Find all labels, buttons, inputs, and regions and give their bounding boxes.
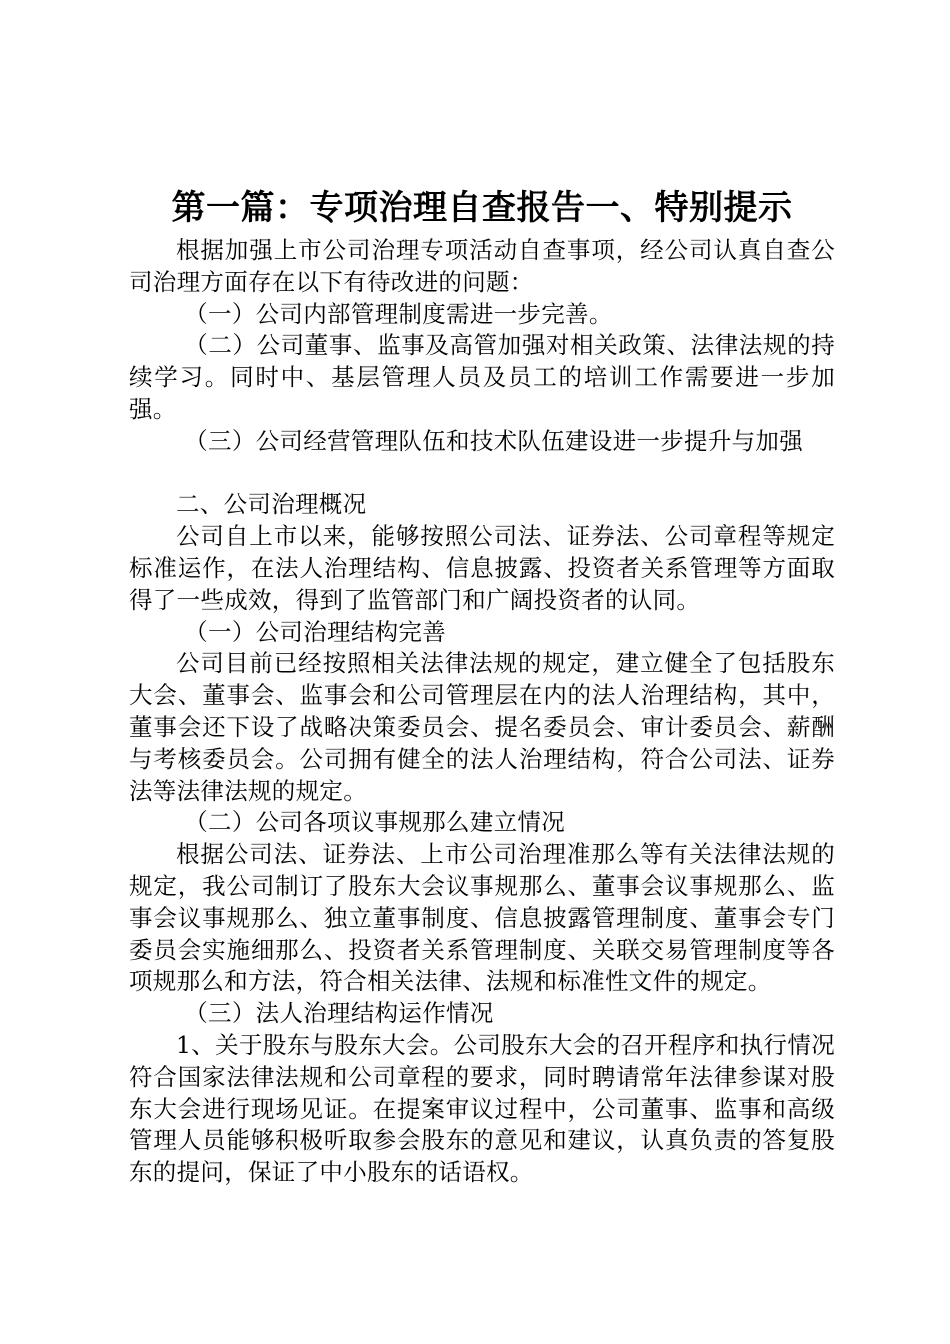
subheading-rules: （二）公司各项议事规那么建立情况 xyxy=(184,808,566,837)
paragraph-item-2: （二）公司董事、监事及高管加强对相关政策、法律法规的持续学习。同时中、基层管理人员及员工的培训工作需要进一步加强。 xyxy=(129,331,835,423)
paragraph-shareholders: 1、关于股东与股东大会。公司股东大会的召开程序和执行情况符合国家法律法规和公司章程的要求，同时聘请常年法律参谋对股东大会进行现场见证。在提案审议过程中，公司董事、监事和高级管理人员能够积极听取参会股东的意见和建议，认真负责的答复股东的提问，保证了中小股东的话语权。 xyxy=(129,1030,835,1187)
subheading-structure: （一）公司治理结构完善 xyxy=(184,617,447,646)
paragraph-overview: 公司自上市以来，能够按照公司法、证券法、公司章程等规定标准运作，在法人治理结构、信息披露、投资者关系管理等方面取得了一些成效，得到了监管部门和广阔投资者的认同。 xyxy=(129,522,835,614)
document-page xyxy=(129,183,835,1189)
paragraph-item-1: （一）公司内部管理制度需进一步完善。 xyxy=(184,299,613,328)
document-title: 第一篇：专项治理自查报告一、特别提示 xyxy=(171,188,793,228)
paragraph-intro: 根据加强上市公司治理专项活动自查事项，经公司认真自查公司治理方面存在以下有待改进的问题： xyxy=(129,236,835,296)
paragraph-structure: 公司目前已经按照相关法律法规的规定，建立健全了包括股东大会、董事会、监事会和公司管理层在内的法人治理结构，其中，董事会还下设了战略决策委员会、提名委员会、审计委员会、薪酬与考核委员会。公司拥有健全的法人治理结构，符合公司法、证券法等法律法规的规定。 xyxy=(129,649,835,805)
paragraph-item-3: （三）公司经营管理队伍和技术队伍建设进一步提升与加强 xyxy=(184,426,804,455)
paragraph-rules: 根据公司法、证券法、上市公司治理准那么等有关法律法规的规定，我公司制订了股东大会议事规那么、董事会议事规那么、监事会议事规那么、独立董事制度、信息披露管理制度、董事会专门委员会实施细那么、投资者关系管理制度、关联交易管理制度等各项规那么和方法，符合相关法律、法规和标准性文件的规定。 xyxy=(129,840,835,996)
section-heading-governance-overview: 二、公司治理概况 xyxy=(176,490,367,519)
subheading-operation: （三）法人治理结构运作情况 xyxy=(184,999,494,1028)
